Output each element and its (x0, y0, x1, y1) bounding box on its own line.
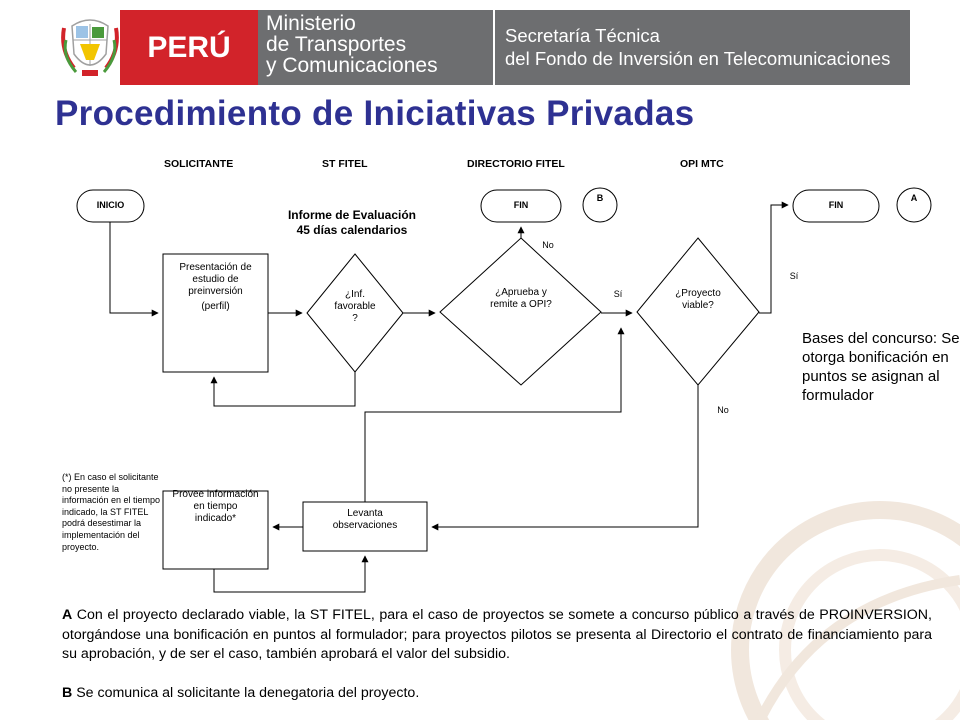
evaluation-line-1: Informe de Evaluación (287, 208, 417, 222)
aprueba-text: ¿Aprueba y remite a OPI? (490, 287, 552, 310)
evaluation-label (262, 208, 442, 238)
label-si-aprueba: Sí (613, 289, 623, 299)
footer-note-b (62, 684, 932, 704)
ministry-line-1: Ministerio (266, 12, 356, 35)
label-no-aprueba: No (542, 240, 554, 250)
provee-text: Provee información en tiempo indicado* (172, 489, 259, 524)
ministry-line-2: de Transportes (266, 33, 407, 56)
solicitante-note: (*) En caso el solicitante no presente la información en el tiempo indicado, la ST FITEL podrá desestimar la implementación del proyecto. (62, 472, 161, 552)
secretaria-line-1: Secretaría Técnica (505, 25, 660, 46)
bases-concurso-text: Bases del concurso: Se otorga bonificación en puntos se asignan al formulador (802, 330, 960, 404)
page-title: Procedimiento de Iniciativas Privadas (55, 94, 695, 133)
fin-label-opi: FIN (828, 200, 844, 210)
footer-b-key: B (62, 684, 73, 701)
inicio-label: INICIO (96, 200, 125, 210)
lane-st-fitel: ST FITEL (322, 158, 368, 170)
proyecto-viable-text: ¿Proyecto viable? (675, 288, 721, 311)
presentacion-text: Presentación de estudio de preinversión (perfil) (179, 262, 252, 312)
label-si-viable: Sí (789, 271, 799, 281)
inf-favorable-text: ¿Inf. favorable ? (334, 289, 376, 324)
lane-solicitante: SOLICITANTE (164, 158, 234, 170)
footer-note-a (62, 606, 932, 665)
fin-label-directorio: FIN (513, 200, 529, 210)
label-no-viable: No (717, 405, 729, 415)
footer-a-text: Con el proyecto declarado viable, la ST FITEL, para el caso de proyectos se somete a concurso público a través de PROINVERSION, otorgándose una bonificación en puntos al formulador; para proyectos pilotos se presenta al Directorio el contrato de financiamiento para su aprobación, y de ser el caso, también aprobará el valor del subsidio. (62, 607, 932, 662)
connector-b-label: B (596, 193, 604, 203)
footer-a-key: A (62, 607, 73, 623)
footer-b-text: Se comunica al solicitante la denegatoria del proyecto. (72, 684, 420, 701)
aprueba-diamond (440, 238, 601, 385)
ministry-line-3: y Comunicaciones (266, 54, 438, 77)
lane-directorio-fitel: DIRECTORIO FITEL (467, 158, 565, 170)
levanta-text: Levanta observaciones (332, 508, 398, 531)
footer-notes (62, 606, 932, 703)
evaluation-line-2: 45 días calendarios (296, 223, 408, 237)
secretaria-line-2: del Fondo de Inversión en Telecomunicaciones (505, 48, 891, 69)
peru-logo: PERÚ (120, 10, 258, 85)
lane-opi-mtc: OPI MTC (680, 158, 724, 170)
connector-a-label: A (910, 193, 918, 203)
